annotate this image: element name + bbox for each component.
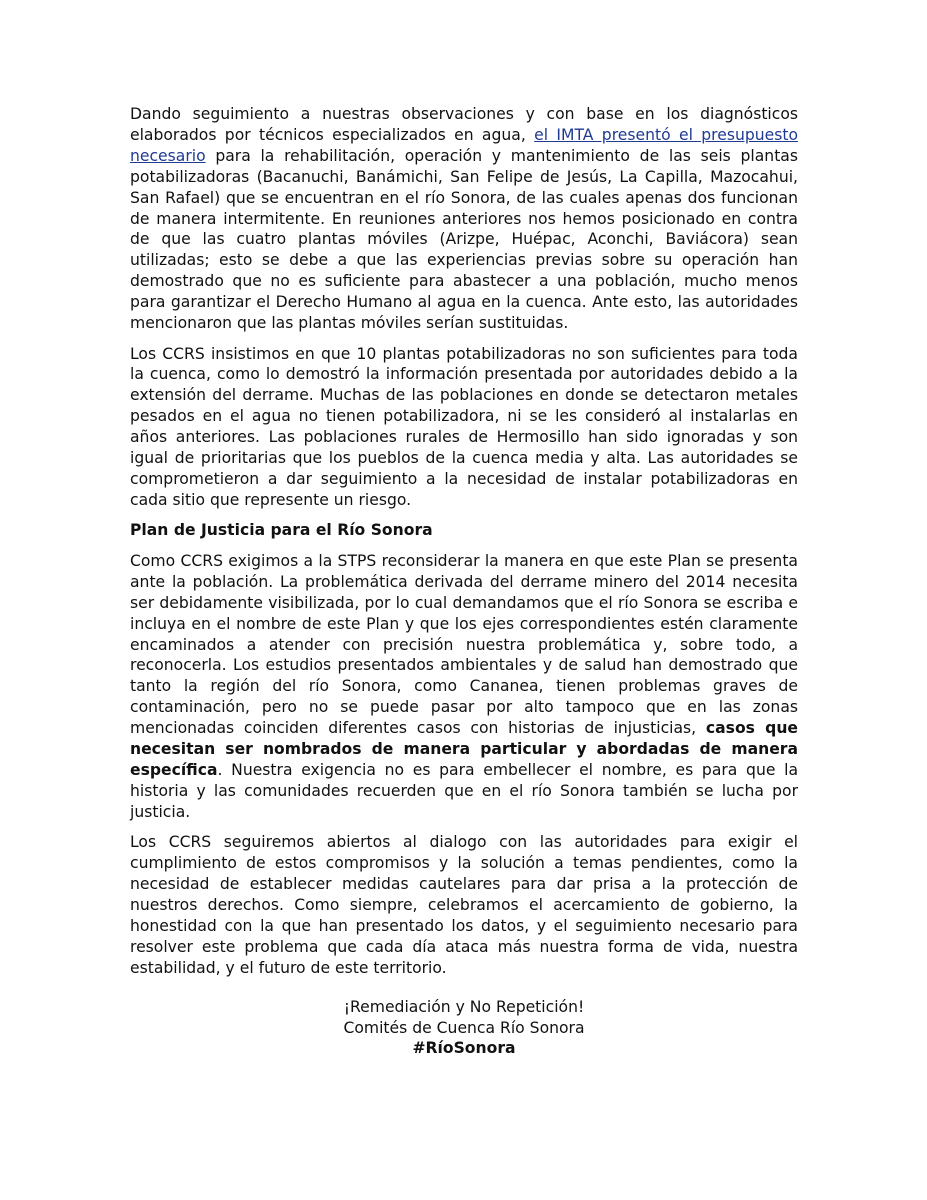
- imta-budget-link[interactable]: el IMTA presentó el presupuesto necesario: [130, 125, 798, 165]
- closing-signature: Comités de Cuenca Río Sonora: [343, 1018, 585, 1037]
- closing-slogan: ¡Remediación y No Repetición!: [343, 997, 585, 1016]
- paragraph-text: Como CCRS exigimos a la STPS reconsiderar la manera en que este Plan se presenta ante la población. La problemática derivada del derrame minero del 2014 necesita ser debidamente visibilizada, por lo cual demandamos que el río Sonora se escriba e incluya en el nombre de este Plan y que los ejes correspondientes estén claramente encaminados a atender con precisión nuestra problemática y, sobre todo, a reconocerla. Los estudios presentados ambientales y de salud han demostrado que tanto la región del río Sonora, como Cananea, tienen problemas graves de contaminación, pero no se puede pasar por alto tampoco que en las zonas mencionadas coinciden diferentes casos con historias de injusticias,: [130, 551, 798, 738]
- paragraph-ccrs-insistimos: Los CCRS insistimos en que 10 plantas potabilizadoras no son suficientes para toda la cuenca, como lo demostró la información presentada por autoridades debido a la extensión del derrame. Muchas de las poblaciones en donde se detectaron metales pesados en el agua no tienen potabilizadora, ni se les consideró al instalarlas en años anteriores. Las poblaciones rurales de Hermosillo han sido ignoradas y son igual de prioritarias que los pueblos de la cuenca media y alta. Las autoridades se comprometieron a dar seguimiento a la necesidad de instalar potabilizadoras en cada sitio que represente un riesgo.: [130, 344, 798, 509]
- document-body: [130, 104, 798, 1059]
- emphasized-text: casos que necesitan ser nombrados de manera particular y abordadas de manera específica: [130, 719, 799, 779]
- section-heading-plan-de-justicia: Plan de Justicia para el Río Sonora: [130, 521, 433, 540]
- closing-hashtag: #RíoSonora: [412, 1039, 516, 1058]
- paragraph-plantas-potabilizadoras: [130, 104, 798, 334]
- closing-block: [130, 997, 798, 1060]
- paragraph-plan-de-justicia: [130, 551, 798, 823]
- paragraph-text: Dando seguimiento a nuestras observaciones y con base en los diagnósticos elaborados por técnicos especializados en agua,: [130, 105, 798, 144]
- paragraph-dialogo: Los CCRS seguiremos abiertos al dialogo con las autoridades para exigir el cumplimiento de estos compromisos y la solución a temas pendientes, como la necesidad de establecer medidas cautelares para dar prisa a la protección de nuestros derechos. Como siempre, celebramos el acercamiento de gobierno, la honestidad con la que han presentado los datos, y el seguimiento necesario para resolver este problema que cada día ataca más nuestra forma de vida, nuestra estabilidad, y el futuro de este territorio.: [130, 833, 798, 977]
- paragraph-text: . Nuestra exigencia no es para embellecer el nombre, es para que la historia y las comunidades recuerden que en el río Sonora también se lucha por justicia.: [130, 760, 798, 821]
- paragraph-text: para la rehabilitación, operación y mantenimiento de las seis plantas potabilizadoras (Bacanuchi, Banámichi, San Felipe de Jesús, La Capilla, Mazocahui, San Rafael) que se encuentran en el río Sonora, de las cuales apenas dos funcionan de manera intermitente. En reuniones anteriores nos hemos posicionado en contra de que las cuatro plantas móviles (Arizpe, Huépac, Aconchi, Baviácora) sean utilizadas; esto se debe a que las experiencias previas sobre su operación han demostrado que no es suficiente para abastecer a una población, mucho menos para garantizar el Derecho Humano al agua en la cuenca. Ante esto, las autoridades mencionaron que las plantas móviles serían sustituidas.: [130, 146, 798, 333]
